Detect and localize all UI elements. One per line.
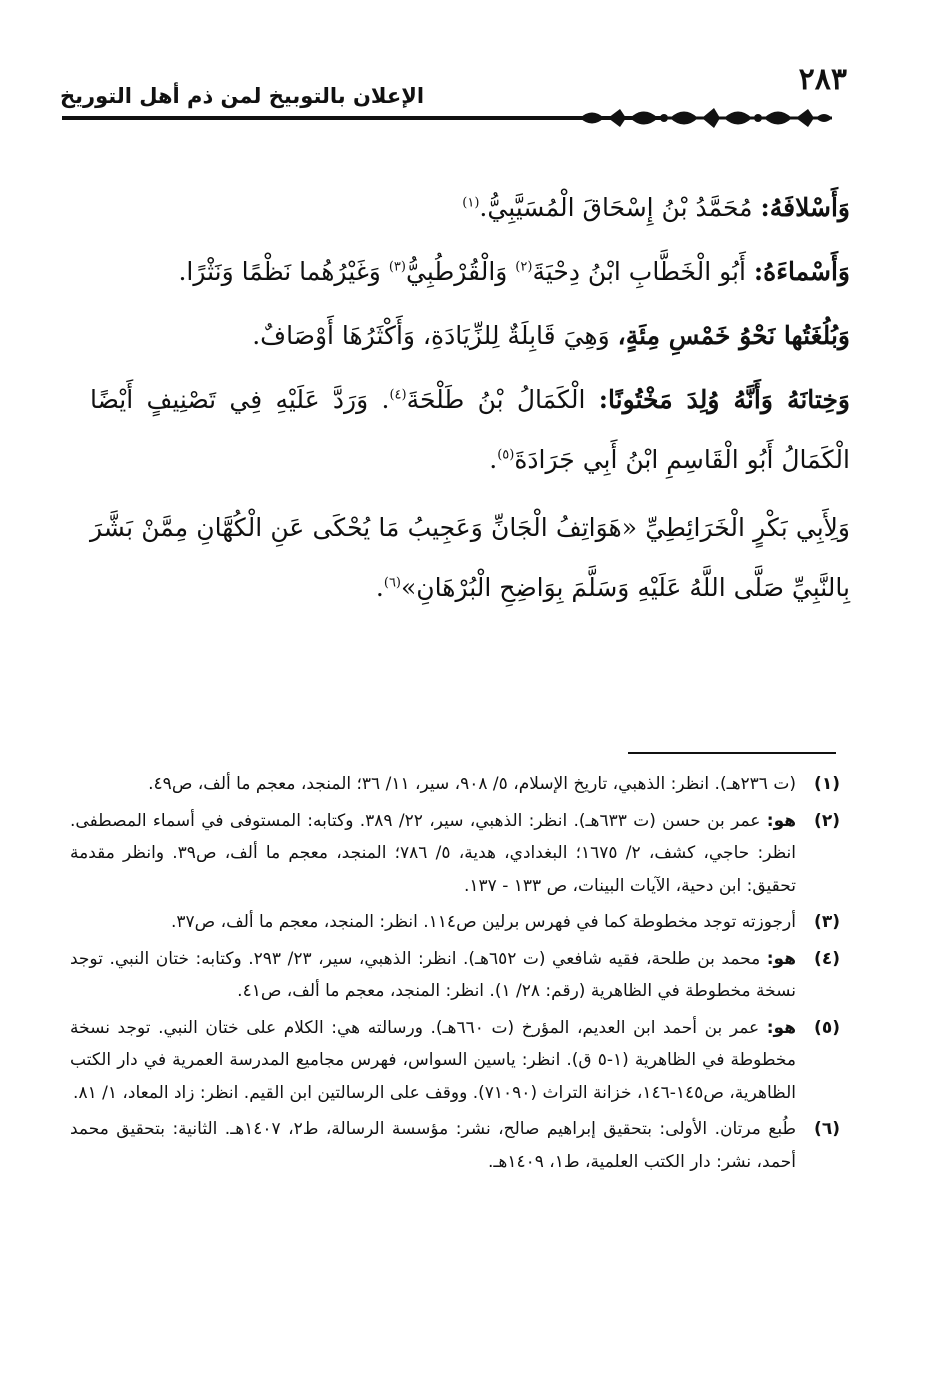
footnote-text: أرجوزته توجد مخطوطة كما في فهرس برلين ص١١٤. انظر: المنجد، معجم ما ألف، ص٣٧. bbox=[171, 912, 796, 932]
paragraph-text: أَبُو الْخَطَّابِ ابْنُ دِحْيَةَ bbox=[532, 257, 754, 286]
paragraph-text: الْكَمَالُ بْنُ طَلْحَةَ bbox=[406, 385, 599, 414]
paragraph-1 bbox=[90, 178, 850, 238]
footnote-number: (١) bbox=[814, 774, 840, 794]
main-text bbox=[90, 178, 850, 622]
footnote-separator bbox=[628, 752, 836, 754]
paragraph-text: . وَرَدَّ عَلَيْهِ فِي تَصْنِيفٍ أَيْضًا الْكَمَالُ أَبُو الْقَاسِمِ ابْنُ أَبِي جَرَادَةَ bbox=[90, 385, 850, 474]
footnote-number: (٦) bbox=[814, 1119, 840, 1139]
footnote-4 bbox=[70, 943, 840, 1008]
paragraph-2 bbox=[90, 242, 850, 302]
paragraph-text: وَالْقُرْطُبِيُّ bbox=[405, 257, 516, 286]
footnote-ref[interactable]: (٢) bbox=[515, 259, 533, 275]
footnote-ref[interactable]: (٤) bbox=[389, 387, 407, 403]
paragraph-3 bbox=[90, 306, 850, 366]
footnote-number: (٢) bbox=[814, 810, 840, 831]
floral-ornament-icon bbox=[574, 103, 834, 133]
footnote-5 bbox=[70, 1012, 840, 1110]
page-header bbox=[60, 58, 847, 108]
lead-phrase: وَبُلُغَتُها نَحْوُ خَمْسِ مِئَةٍ، bbox=[617, 321, 850, 350]
header-rule bbox=[62, 116, 662, 120]
footnote-number: (٣) bbox=[814, 912, 840, 932]
footnote-text: هو: عمر بن حسن (ت ٦٣٣هـ). انظر: الذهبي، سير، ٢٢/ ٣٨٩. وكتابه: المستوفى في أسماء المصطفى. انظر: حاجي، كشف، ٢/ ١٦٧٥؛ البغدادي، هدية، ٥/ ٧٨٦؛ المنجد، معجم ما ألف، ص٣٩. وانظر مقدمة تحقيق: ابن دحية، الآيات البينات، ص ١٣٣ - ١٣٧. bbox=[70, 810, 797, 896]
page-number: ٢٨٣ bbox=[798, 62, 847, 97]
footnotes bbox=[70, 768, 840, 1182]
running-title: الإعلان بالتوبيخ لمن ذم أهل التوريخ bbox=[60, 84, 425, 108]
paragraph-4 bbox=[90, 370, 850, 490]
footnote-number: (٥) bbox=[814, 1017, 840, 1038]
footnote-3 bbox=[70, 906, 840, 939]
footnote-6 bbox=[70, 1113, 840, 1178]
paragraph-text: وَلِأَبِي بَكْرٍ الْخَرَائِطِيِّ «هَوَاتِفُ الْجَانِّ وَعَجِيبُ مَا يُحْكَى عَنِ الْكُهَّانِ مِمَّنْ بَشَّرَ بِالنَّبِيِّ صَلَّى اللَّهُ عَلَيْهِ وَسَلَّمَ بِوَاضِحِ الْبُرْهَانِ» bbox=[90, 513, 850, 602]
paragraph-text: . bbox=[375, 573, 384, 602]
footnote-text: (ت ٢٣٦هـ). انظر: الذهبي، تاريخ الإسلام، ٥/ ٩٠٨، سير، ١١/ ٣٦؛ المنجد، معجم ما ألف، ص٤٩. bbox=[148, 774, 796, 794]
footnote-ref[interactable]: (٦) bbox=[383, 575, 401, 591]
footnote-text: هو: عمر بن أحمد ابن العديم، المؤرخ (ت ٦٦٠هـ). ورسالته هي: الكلام على ختان النبي. توجد نسخة مخطوطة في الظاهرية (١-٥ ق). انظر: ياسين السواس، فهرس مجاميع المدرسة العمرية في دار الكتب الظاهرية، ص١٤٥-١٤٦، خزانة التراث (٧١٠٩٠). ووقف على الرسالتين ابن القيم. انظر: زاد المعاد، ١/ ٨١. bbox=[70, 1017, 796, 1103]
lead-word: وَأَسْلافَهُ: bbox=[760, 193, 850, 222]
paragraph-text: وَغَيْرُهُما نَظْمًا وَنَثْرًا. bbox=[178, 257, 389, 286]
footnote-text: طُبع مرتان. الأولى: بتحقيق إبراهيم صالح، نشر: مؤسسة الرسالة، ط٢، ١٤٠٧هـ. الثانية: بتحقيق محمد أحمد، نشر: دار الكتب العلمية، ط١، ١٤٠٩هـ. bbox=[70, 1119, 797, 1172]
footnote-ref[interactable]: (١) bbox=[462, 195, 480, 211]
lead-phrase: وَخِتانَهُ وَأَنَّهُ وُلِدَ مَخْتُونًا: bbox=[598, 385, 850, 414]
footnote-ref[interactable]: (٣) bbox=[388, 259, 406, 275]
lead-word: وَأَسْماءَهُ: bbox=[753, 257, 850, 286]
footnote-2 bbox=[70, 805, 840, 903]
paragraph-5 bbox=[90, 498, 850, 618]
paragraph-text: وَهِيَ قَابِلَةٌ لِلزِّيَادَةِ، وَأَكْثَرُهَا أَوْصَافٌ. bbox=[252, 321, 618, 350]
footnote-ref[interactable]: (٥) bbox=[497, 447, 515, 463]
footnote-1 bbox=[70, 768, 840, 801]
footnote-text: هو: محمد بن طلحة، فقيه شافعي (ت ٦٥٢هـ). انظر: الذهبي، سير، ٢٣/ ٢٩٣. وكتابه: ختان النبي. توجد نسخة مخطوطة في الظاهرية (رقم: ٢٨/ ١). انظر: المنجد، معجم ما ألف، ص٤١. bbox=[70, 948, 796, 1001]
footnote-number: (٤) bbox=[814, 948, 840, 969]
paragraph-text: مُحَمَّدُ بْنُ إِسْحَاقَ الْمُسَيَّبِيُّ. bbox=[479, 193, 761, 222]
paragraph-text: . bbox=[489, 445, 498, 474]
